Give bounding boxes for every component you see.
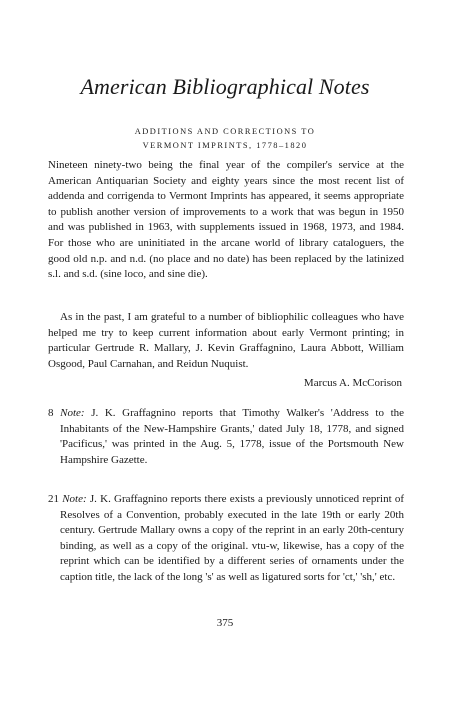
entry-number: 8 [48,407,54,419]
entry-number: 21 [48,493,59,505]
entry-21 [48,492,404,586]
entry-text: J. K. Graffagnino reports there exists a previously unnoticed reprint of Resolves of a Convention, probably executed in the late 19th or early 20th century. Gertrude Mallary owns a copy of the reprint in an early 20th-century binding, as well as a copy of the original. vtu-w, likewise, has a copy of the reprint which can be identified by a different series of ornaments under the caption title, the lack of the long 's' as well as ligatured sorts for 'ct,' 'sh,' etc. [60,493,405,583]
entry-text: J. K. Graffagnino reports that Timothy Walker's 'Address to the Inhabitants of the New-Hampshire Grants,' dated July 18, 1778, and signed 'Pacificus,' was printed in the Aug. 5, 1778, issue of the Portsmouth New Hampshire Gazette. [60,407,405,466]
author-signature: Marcus A. McCorison [303,377,402,389]
intro-paragraph-2 [48,310,404,372]
page-title: American Bibliographical Notes [80,74,370,99]
page-number: 375 [216,617,234,629]
intro-paragraph-1 [48,158,404,283]
section-subtitle-line-2: VERMONT IMPRINTS, 1778–1820 [142,141,308,150]
intro-paragraph-1-text: Nineteen ninety-two being the final year of the compiler's service at the American Antiquarian Society and eighty years since the most recent list of addenda and corrigenda to Vermont Imprints has appeared, it seems appropriate to publish another version of improvements to a work that was begun in 1950 and was published in 1963, with supplements issued in 1968, 1973, and 1984. For those who are uninitiated in the arcane world of library cataloguers, the good old n.p. and n.d. (no place and no date) has been replaced by the latinized s.l. and s.d. (sine loco, and sine die). [48,159,404,281]
entry-8 [48,406,404,468]
section-subtitle-line-1: ADDITIONS AND CORRECTIONS TO [134,127,316,136]
intro-paragraph-2-text: As in the past, I am grateful to a number of bibliophilic colleagues who have helped me try to keep current information about early Vermont printing; in particular Gertrude R. Mallary, J. Kevin Graffagnino, Laura Abbott, William Osgood, Paul Carnahan, and Reidun Nuquist. [48,311,404,370]
entry-note-label: Note: [62,493,87,505]
entry-note-label: Note: [60,407,85,419]
